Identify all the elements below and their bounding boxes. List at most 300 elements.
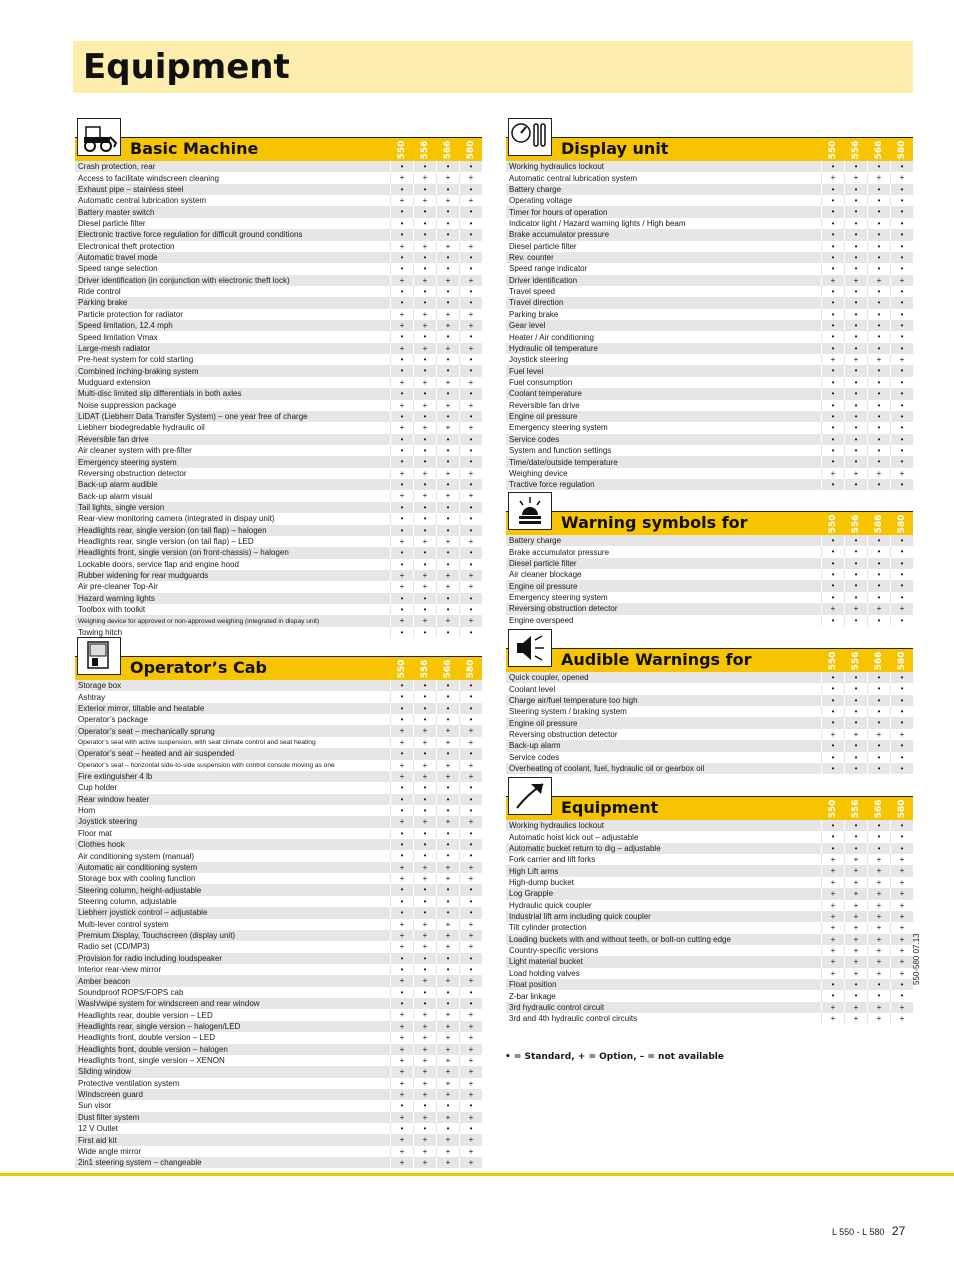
section-title: Basic Machine [130, 139, 259, 158]
feature-label: Storage box with cooling function [78, 874, 196, 884]
availability-cell: • [390, 907, 413, 918]
availability-cell: • [821, 456, 844, 467]
availability-cell: • [890, 479, 913, 490]
availability-cell: + [436, 536, 459, 547]
table-row [75, 1123, 482, 1134]
table-row [75, 229, 482, 240]
availability-cell: + [459, 536, 482, 547]
availability-cell: • [459, 964, 482, 975]
availability-cell: + [436, 760, 459, 771]
availability-cell: + [436, 930, 459, 941]
availability-cell: • [436, 794, 459, 805]
availability-cell: • [413, 513, 436, 524]
loader-machine-icon [77, 118, 121, 156]
availability-cell: + [844, 956, 867, 967]
table-row [506, 546, 913, 557]
feature-label: Sun visor [78, 1101, 112, 1111]
availability-cell: • [867, 672, 890, 683]
availability-cell: • [844, 286, 867, 297]
availability-cell: • [890, 580, 913, 591]
section-header [75, 656, 482, 680]
availability-cell: + [459, 1134, 482, 1145]
availability-cell: + [459, 241, 482, 252]
availability-cell: • [867, 479, 890, 490]
availability-cell: • [890, 343, 913, 354]
feature-label: Operator’s seat – heated and air suspended [78, 749, 235, 759]
availability-cell: • [436, 998, 459, 1009]
availability-cell: • [867, 388, 890, 399]
availability-cell: • [390, 953, 413, 964]
availability-cell: • [890, 206, 913, 217]
availability-cell: • [844, 831, 867, 842]
availability-cell: + [844, 945, 867, 956]
availability-cell: • [821, 706, 844, 717]
feature-label: Back-up alarm visual [78, 491, 153, 501]
table-row [506, 900, 913, 911]
availability-cell: + [413, 816, 436, 827]
model-label: 556 [850, 514, 861, 534]
availability-cell: • [436, 411, 459, 422]
table-row [506, 603, 913, 614]
availability-cell: + [459, 1032, 482, 1043]
table-row [506, 934, 913, 945]
availability-cell: + [867, 354, 890, 365]
availability-cell: + [844, 934, 867, 945]
feature-label: Horn [78, 806, 96, 816]
model-columns [821, 512, 913, 536]
feature-label: Z-bar linkage [509, 991, 556, 1001]
availability-cell: + [890, 968, 913, 979]
availability-cell: + [867, 865, 890, 876]
availability-cell: + [867, 1013, 890, 1024]
page-number: 27 [891, 1224, 906, 1238]
table-row [75, 343, 482, 354]
availability-cell: • [867, 309, 890, 320]
availability-cell: • [821, 286, 844, 297]
availability-cell: + [390, 1009, 413, 1020]
feature-table [506, 535, 913, 626]
availability-cell: • [459, 286, 482, 297]
availability-cell: • [436, 445, 459, 456]
feature-label: Particle protection for radiator [78, 309, 183, 319]
availability-cell: • [844, 546, 867, 557]
availability-cell: + [821, 968, 844, 979]
feature-label: Operator’s seat – horizontal side-to-side suspension with control console moving as one [78, 761, 335, 769]
table-row [75, 714, 482, 725]
model-label: 556 [850, 651, 861, 671]
availability-cell: + [436, 862, 459, 873]
availability-cell: • [890, 820, 913, 831]
model-columns [821, 797, 913, 821]
availability-cell: • [459, 896, 482, 907]
availability-cell: • [821, 990, 844, 1001]
feature-label: Rear-view monitoring camera (integrated in dispay unit) [78, 514, 275, 524]
table-row [75, 513, 482, 524]
feature-label: Operating voltage [509, 196, 573, 206]
model-header [413, 657, 436, 681]
feature-table [506, 820, 913, 1024]
feature-label: Multi-lever control system [78, 919, 169, 929]
feature-label: Driver identification [509, 275, 578, 285]
availability-cell: • [413, 703, 436, 714]
availability-cell: + [890, 888, 913, 899]
availability-cell: + [459, 377, 482, 388]
availability-cell: + [821, 934, 844, 945]
availability-cell: • [867, 445, 890, 456]
feature-label: Automatic central lubrication system [509, 173, 638, 183]
table-row [506, 752, 913, 763]
availability-cell: • [436, 1100, 459, 1111]
availability-cell: + [436, 725, 459, 736]
availability-cell: • [459, 513, 482, 524]
feature-label: Sliding window [78, 1067, 131, 1077]
model-columns [390, 138, 482, 162]
table-row [75, 400, 482, 411]
table-row [506, 229, 913, 240]
availability-cell: • [821, 411, 844, 422]
availability-cell: + [390, 581, 413, 592]
table-row [506, 911, 913, 922]
availability-cell: + [867, 1002, 890, 1013]
availability-cell: • [459, 218, 482, 229]
table-row [506, 354, 913, 365]
feature-label: Lockable doors, service flap and engine hood [78, 559, 239, 569]
feature-label: Clothes hook [78, 840, 125, 850]
model-label: 550 [827, 514, 838, 534]
footer [832, 1224, 905, 1238]
availability-cell: • [890, 297, 913, 308]
availability-cell: + [436, 400, 459, 411]
availability-cell: • [890, 161, 913, 172]
availability-cell: • [459, 161, 482, 172]
availability-cell: • [390, 680, 413, 691]
feature-label: Service codes [509, 434, 560, 444]
table-row [75, 468, 482, 479]
availability-cell: • [459, 1123, 482, 1134]
availability-cell: • [436, 964, 459, 975]
availability-cell: + [413, 172, 436, 183]
availability-cell: • [821, 161, 844, 172]
feature-label: Electronical theft protection [78, 241, 175, 251]
feature-label: First aid kit [78, 1135, 117, 1145]
availability-cell: • [844, 184, 867, 195]
availability-cell: • [867, 843, 890, 854]
feature-label: Operator’s package [78, 715, 148, 725]
table-row [75, 930, 482, 941]
availability-cell: • [890, 979, 913, 990]
table-row [75, 725, 482, 736]
availability-cell: + [436, 241, 459, 252]
availability-cell: + [390, 1032, 413, 1043]
availability-cell: + [390, 570, 413, 581]
availability-cell: • [390, 206, 413, 217]
model-columns [390, 657, 482, 681]
availability-cell: + [821, 877, 844, 888]
bucket-icon [508, 777, 552, 815]
feature-label: Time/date/outside temperature [509, 457, 618, 467]
availability-cell: • [390, 445, 413, 456]
availability-cell: • [390, 714, 413, 725]
availability-cell: • [821, 195, 844, 206]
availability-cell: + [459, 1078, 482, 1089]
availability-cell: • [459, 839, 482, 850]
availability-cell: + [890, 956, 913, 967]
feature-label: Automatic hoist kick out – adjustable [509, 832, 639, 842]
availability-cell: + [890, 865, 913, 876]
availability-cell: • [436, 502, 459, 513]
model-header [459, 657, 482, 681]
availability-cell: + [459, 1089, 482, 1100]
availability-cell: + [890, 172, 913, 183]
model-columns [821, 649, 913, 673]
table-row [506, 740, 913, 751]
availability-cell: • [890, 831, 913, 842]
availability-cell: • [390, 805, 413, 816]
availability-cell: • [390, 218, 413, 229]
table-row [75, 263, 482, 274]
availability-cell: • [844, 580, 867, 591]
feature-label: Reversing obstruction detector [78, 468, 187, 478]
table-row [75, 884, 482, 895]
section-header [506, 648, 913, 672]
availability-cell: • [413, 907, 436, 918]
availability-cell: + [844, 968, 867, 979]
availability-cell: • [413, 434, 436, 445]
table-row [75, 206, 482, 217]
availability-cell: + [436, 1066, 459, 1077]
availability-cell: • [821, 206, 844, 217]
availability-cell: + [413, 975, 436, 986]
availability-cell: • [436, 161, 459, 172]
availability-cell: + [844, 877, 867, 888]
availability-cell: + [821, 945, 844, 956]
availability-cell: • [867, 456, 890, 467]
availability-cell: • [390, 748, 413, 759]
feature-label: Fire extinguisher 4 lb [78, 772, 153, 782]
table-row [75, 422, 482, 433]
feature-label: Weighing device [509, 468, 568, 478]
feature-label: Diesel particle filter [78, 218, 146, 228]
availability-cell: • [890, 569, 913, 580]
availability-cell: • [890, 263, 913, 274]
availability-cell: + [436, 490, 459, 501]
availability-cell: • [459, 206, 482, 217]
availability-cell: + [459, 1066, 482, 1077]
table-row [506, 615, 913, 626]
feature-label: Brake accumulator pressure [509, 547, 610, 557]
feature-label: Interior rear-view mirror [78, 965, 162, 975]
availability-cell: • [867, 615, 890, 626]
availability-cell: • [867, 184, 890, 195]
availability-cell: • [413, 184, 436, 195]
table-row [75, 782, 482, 793]
model-label: 550 [827, 140, 838, 160]
availability-cell: • [436, 691, 459, 702]
availability-cell: • [436, 547, 459, 558]
availability-cell: + [867, 934, 890, 945]
availability-cell: + [867, 729, 890, 740]
availability-cell: • [390, 1123, 413, 1134]
availability-cell: + [413, 1089, 436, 1100]
feature-label: Radio set (CD/MP3) [78, 942, 150, 952]
availability-cell: + [413, 615, 436, 626]
availability-cell: • [390, 513, 413, 524]
availability-cell: + [413, 760, 436, 771]
availability-cell: • [459, 297, 482, 308]
model-header [390, 657, 413, 681]
model-label: 566 [442, 140, 453, 160]
availability-cell: + [390, 930, 413, 941]
availability-cell: • [821, 615, 844, 626]
availability-cell: • [413, 953, 436, 964]
availability-cell: • [459, 627, 482, 638]
availability-cell: • [459, 593, 482, 604]
availability-cell: • [459, 884, 482, 895]
availability-cell: • [867, 320, 890, 331]
availability-cell: • [890, 252, 913, 263]
availability-cell: + [436, 1134, 459, 1145]
feature-label: Speed range indicator [509, 264, 588, 274]
availability-cell: • [436, 263, 459, 274]
availability-cell: + [459, 1157, 482, 1168]
availability-cell: • [413, 884, 436, 895]
availability-cell: • [890, 320, 913, 331]
model-header [413, 138, 436, 162]
availability-cell: • [867, 580, 890, 591]
table-row [75, 919, 482, 930]
availability-cell: + [390, 1157, 413, 1168]
feature-label: Indicator light / Hazard warning lights / High beam [509, 218, 686, 228]
feature-label: Rev. counter [509, 253, 554, 263]
availability-cell: + [890, 854, 913, 865]
table-row [506, 535, 913, 546]
availability-cell: + [821, 922, 844, 933]
feature-label: Windscreen guard [78, 1090, 143, 1100]
table-row [75, 331, 482, 342]
table-row [75, 615, 482, 626]
table-row [506, 672, 913, 683]
availability-cell: + [413, 1009, 436, 1020]
availability-cell: • [436, 987, 459, 998]
model-label: 566 [873, 799, 884, 819]
availability-cell: + [821, 1002, 844, 1013]
availability-cell: • [867, 535, 890, 546]
availability-cell: • [844, 422, 867, 433]
availability-cell: + [436, 468, 459, 479]
availability-cell: • [890, 592, 913, 603]
availability-cell: + [413, 725, 436, 736]
availability-cell: • [413, 206, 436, 217]
feature-label: Diesel particle filter [509, 558, 577, 568]
table-row [75, 411, 482, 422]
feature-label: Industrial lift arm including quick coupler [509, 912, 651, 922]
feature-label: Ride control [78, 287, 121, 297]
availability-cell: • [413, 388, 436, 399]
availability-cell: • [821, 592, 844, 603]
availability-cell: • [890, 422, 913, 433]
availability-cell: • [867, 161, 890, 172]
availability-cell: • [867, 706, 890, 717]
table-row [75, 547, 482, 558]
feature-label: Steering system / braking system [509, 707, 627, 717]
feature-label: Air conditioning system (manual) [78, 851, 195, 861]
availability-cell: • [867, 422, 890, 433]
availability-cell: • [844, 400, 867, 411]
availability-cell: • [844, 297, 867, 308]
availability-cell: • [459, 828, 482, 839]
feature-label: High-dump bucket [509, 877, 574, 887]
availability-cell: • [844, 717, 867, 728]
availability-cell: • [390, 184, 413, 195]
availability-cell: + [390, 309, 413, 320]
feature-label: Automatic air conditioning system [78, 862, 198, 872]
availability-cell: • [867, 752, 890, 763]
feature-label: Overheating of coolant, fuel, hydraulic oil or gearbox oil [509, 764, 705, 774]
availability-cell: • [436, 513, 459, 524]
availability-cell: + [890, 468, 913, 479]
availability-cell: + [413, 195, 436, 206]
availability-cell: • [390, 502, 413, 513]
availability-cell: • [890, 683, 913, 694]
availability-cell: • [390, 434, 413, 445]
model-label: 580 [896, 799, 907, 819]
feature-label: Headlights rear, single version (on tail flap) – halogen [78, 525, 267, 535]
feature-label: Operator’s seat – mechanically sprung [78, 726, 215, 736]
availability-cell: • [413, 229, 436, 240]
availability-cell: + [459, 309, 482, 320]
feature-label: Float position [509, 980, 557, 990]
table-row [75, 1112, 482, 1123]
feature-label: Country-specific versions [509, 946, 599, 956]
table-row [75, 839, 482, 850]
feature-label: Fuel level [509, 366, 544, 376]
model-header [890, 797, 913, 821]
feature-label: 12 V Outlet [78, 1124, 119, 1134]
availability-cell: + [413, 241, 436, 252]
availability-cell: + [390, 873, 413, 884]
model-header [821, 797, 844, 821]
availability-cell: • [890, 434, 913, 445]
model-label: 580 [465, 659, 476, 679]
availability-cell: + [890, 900, 913, 911]
table-row [506, 400, 913, 411]
feature-label: Floor mat [78, 828, 112, 838]
availability-cell: • [844, 331, 867, 342]
table-row [75, 456, 482, 467]
table-row [506, 411, 913, 422]
model-label: 550 [827, 651, 838, 671]
availability-cell: • [436, 286, 459, 297]
availability-cell: • [459, 907, 482, 918]
availability-cell: • [821, 365, 844, 376]
feature-label: Multi-disc limited slip differentials in both axles [78, 389, 242, 399]
availability-cell: + [867, 854, 890, 865]
availability-cell: • [436, 525, 459, 536]
table-row [506, 695, 913, 706]
feature-label: Hydraulic oil temperature [509, 343, 598, 353]
feature-label: Headlights rear, double version – LED [78, 1010, 213, 1020]
availability-cell: • [413, 354, 436, 365]
availability-cell: • [413, 593, 436, 604]
availability-cell: • [890, 365, 913, 376]
availability-cell: • [821, 263, 844, 274]
availability-cell: • [844, 843, 867, 854]
model-header [459, 138, 482, 162]
table-row [506, 365, 913, 376]
feature-label: Speed range selection [78, 264, 158, 274]
table-row [506, 331, 913, 342]
table-row [506, 854, 913, 865]
